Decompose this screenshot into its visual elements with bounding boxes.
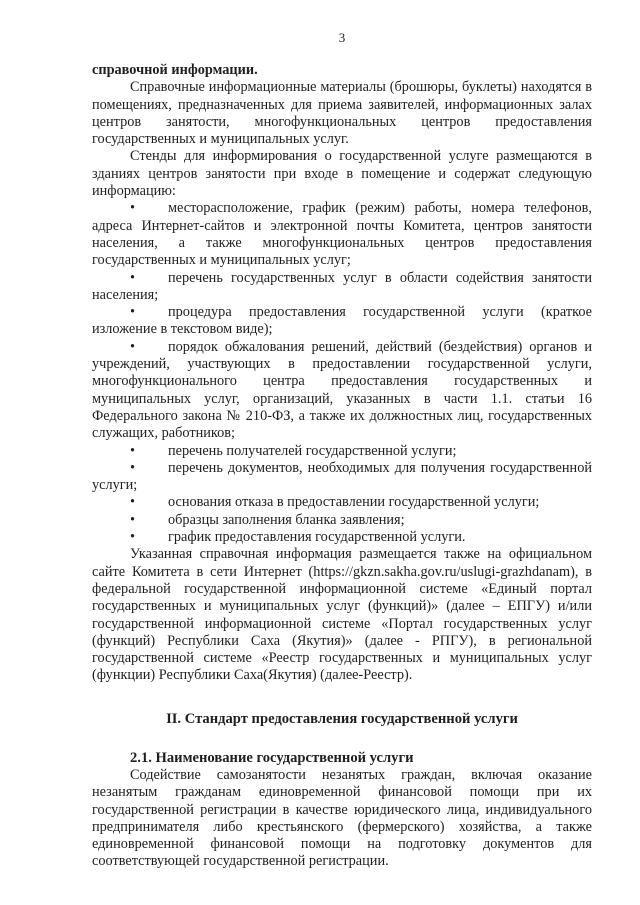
bullet-text: процедура предоставления государственной услуги (краткое изложение в текстовом виде); bbox=[92, 304, 592, 338]
bullet-item bbox=[92, 200, 592, 269]
bullet-icon: • bbox=[130, 494, 136, 511]
bullet-item bbox=[92, 494, 592, 511]
bullet-item bbox=[92, 339, 592, 443]
paragraph-stands: Стенды для информирования о государственной услуге размещаются в зданиях центров занятости при входе в помещение и содержат следующую информацию: bbox=[92, 148, 592, 200]
section-title: II. Стандарт предоставления государственной услуги bbox=[166, 710, 518, 727]
bullet-icon: • bbox=[130, 338, 136, 355]
bullet-icon: • bbox=[130, 459, 136, 476]
paragraph-website-info: Указанная справочная информация размещается также на официальном сайте Комитета в сети Интернет (https://gkzn.sakha.gov.ru/uslugi-grazhdanam), в федеральной государственной информационной системе «Единый портал государственных и муниципальных услуг (функций)» (далее – ЕПГУ) и/или государственной информационной системе «Портал государственных услуг (функций) Республики Саха (Якутия)» (далее - РПГУ), в региональной государственной системе «Реестр государственных и муниципальных услуг (функции) Республики Саха(Якутия) (далее-Реестр). bbox=[92, 546, 592, 684]
bullet-icon: • bbox=[130, 529, 136, 546]
bullet-icon: • bbox=[130, 442, 136, 459]
bullet-text: перечень государственных услуг в области содействия занятости населения; bbox=[92, 269, 592, 303]
bullet-text: месторасположение, график (режим) работы, номера телефонов, адреса Интернет-сайтов и электронной почты Комитета, центров занятости населения, а также многофункциональных центров предоставления государственных и муниципальных услуг; bbox=[92, 200, 592, 269]
bullet-icon: • bbox=[130, 511, 136, 528]
subsection-title: 2.1. Наименование государственной услуги bbox=[130, 749, 414, 766]
bullet-item bbox=[92, 443, 592, 460]
paragraph-brochures: Справочные информационные материалы (брошюры, буклеты) находятся в помещениях, предназначенных для приема заявителей, информационных залах центров занятости, многофункциональных центров предоставления государственных и муниципальных услуг. bbox=[92, 79, 592, 148]
bullet-icon: • bbox=[130, 304, 136, 321]
page-number: 3 bbox=[338, 30, 346, 45]
bullet-item bbox=[92, 529, 592, 546]
bullet-text: перечень документов, необходимых для получения государственной услуги; bbox=[92, 459, 592, 494]
bullet-text: перечень получателей государственной услуги; bbox=[168, 442, 457, 459]
continuation-heading: справочной информации. bbox=[92, 62, 258, 78]
paragraph-service-name: Содействие самозанятости незанятых граждан, включая оказание незанятым гражданам единовременной финансовой помощи при их государственной регистрации в качестве юридического лица, индивидуального предпринимателя либо крестьянского (фермерского) хозяйства, а также единовременной финансовой помощи на подготовку документов для соответствующей государственной регистрации. bbox=[92, 766, 592, 870]
bullet-item bbox=[92, 512, 592, 529]
bullet-text: основания отказа в предоставлении государственной услуги; bbox=[168, 494, 540, 511]
bullet-text: график предоставления государственной услуги. bbox=[168, 529, 466, 546]
bullet-text: порядок обжалования решений, действий (бездействия) органов и учреждений, участвующих в предоставлении государственной услуги, многофункционального центра предоставления государственных и муниципальных услуг, организаций, указанных в части 1.1. статьи 16 Федерального закона № 210-ФЗ, а также их должностных лиц, государственных служащих, работников; bbox=[92, 338, 592, 442]
bullet-item bbox=[92, 304, 592, 339]
bullet-text: образцы заполнения бланка заявления; bbox=[168, 511, 405, 528]
bullet-item bbox=[92, 460, 592, 495]
bullet-item bbox=[92, 270, 592, 305]
bullet-icon: • bbox=[130, 200, 136, 217]
bullet-icon: • bbox=[130, 269, 136, 286]
